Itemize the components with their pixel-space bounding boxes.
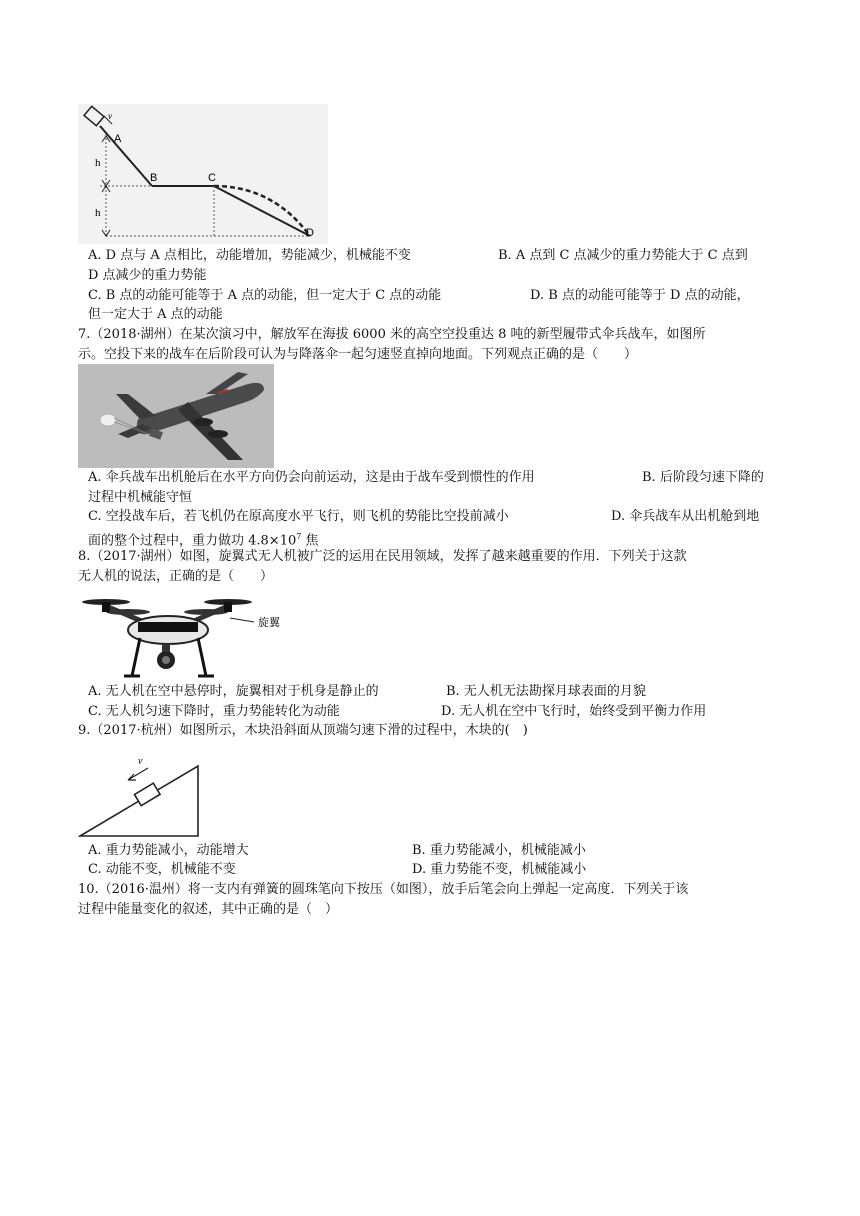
label-a: A [114,133,122,145]
q6-option-b-line1[interactable]: B. A 点到 C 点减少的重力势能大于 C 点到 [498,248,748,263]
q6-option-c[interactable]: C. B 点的动能可能等于 A 点的动能，但一定大于 C 点的动能 [88,288,442,303]
q7-option-b-line1[interactable]: B. 后阶段匀速下降的 [642,470,764,485]
track-diagram [78,104,328,244]
label-c: C [208,172,216,184]
rotor-label: 旋翼 [258,616,280,629]
q7-option-d-exponent: 7 [296,532,302,541]
q6-option-d-line1[interactable]: D. B 点的动能可能等于 D 点的动能， [530,288,750,303]
q7-option-d-line1[interactable]: D. 伞兵战车从出机舱到地 [611,509,760,524]
label-h-lower: h [95,207,101,219]
q9-option-b[interactable]: B. 重力势能减小，机械能减小 [412,843,586,858]
q10-stem-line2: 过程中能量变化的叙述，其中正确的是（ ） [78,902,339,917]
q9-stem: 9.（2017·杭州）如图所示，木块沿斜面从顶端匀速下滑的过程中，木块的( ) [78,723,528,738]
q9-option-c[interactable]: C. 动能不变，机械能不变 [88,862,236,877]
incline-diagram [78,746,202,840]
q9-option-d[interactable]: D. 重力势能不变，机械能减小 [412,862,587,877]
q7-option-c[interactable]: C. 空投战车后，若飞机仍在原高度水平飞行，则飞机的势能比空投前减小 [88,509,509,524]
label-b: B [150,172,158,184]
q7-stem-line2: 示。空投下来的战车在后阶段可认为与降落伞一起匀速竖直掉向地面。下列观点正确的是（ ） [78,347,638,362]
q7-option-b-line2: 过程中机械能守恒 [88,490,193,505]
q8-option-d[interactable]: D. 无人机在空中飞行时，始终受到平衡力作用 [441,704,707,719]
q8-option-b[interactable]: B. 无人机无法勘探月球表面的月貌 [446,684,646,699]
q7-option-a[interactable]: A. 伞兵战车出机舱后在水平方向仍会向前运动，这是由于战车受到惯性的作用 [88,470,535,485]
q10-stem-line1: 10.（2016·温州）将一支内有弹簧的圆珠笔向下按压（如图），放手后笔会向上弹起一定高度．下列关于该 [78,882,689,897]
velocity-arrow [128,768,148,780]
q7-option-d-line2 [88,529,318,549]
drone-photo [78,588,298,680]
q6-option-a[interactable]: A. D 点与 A 点相比，动能增加，势能减少，机械能不变 [88,248,411,263]
q6-option-d-line2: 但一定大于 A 点的动能 [88,307,223,322]
drone-icon [82,599,252,676]
q8-stem-line2: 无人机的说法，正确的是（ ） [78,569,274,584]
q9-option-a[interactable]: A. 重力势能减小，动能增大 [88,843,249,858]
q7-stem-line1: 7.（2018·湖州）在某次演习中，解放军在海拔 6000 米的高空空投重达 8 吨的新型履带式伞兵战车，如图所 [78,327,706,342]
label-h-upper: h [95,157,101,169]
q7-option-d-text: 面的整个过程中，重力做功 4.8×10 [88,533,297,549]
wood-block-icon [134,783,160,805]
label-d: D [306,227,314,239]
label-v: v [138,756,143,767]
q6-option-b-line2: D 点减少的重力势能 [88,268,207,283]
q8-option-c[interactable]: C. 无人机匀速下降时，重力势能转化为动能 [88,704,340,719]
airdrop-photo [78,364,274,468]
q8-stem-line1: 8.（2017·湖州）如图，旋翼式无人机被广泛的运用在民用领域，发挥了越来越重要的作用．下列关于这款 [78,549,687,564]
q7-option-d-unit: 焦 [301,533,319,549]
rotor-pointer [230,618,254,622]
q8-option-a[interactable]: A. 无人机在空中悬停时，旋翼相对于机身是静止的 [88,684,379,699]
label-v: v [108,111,112,121]
